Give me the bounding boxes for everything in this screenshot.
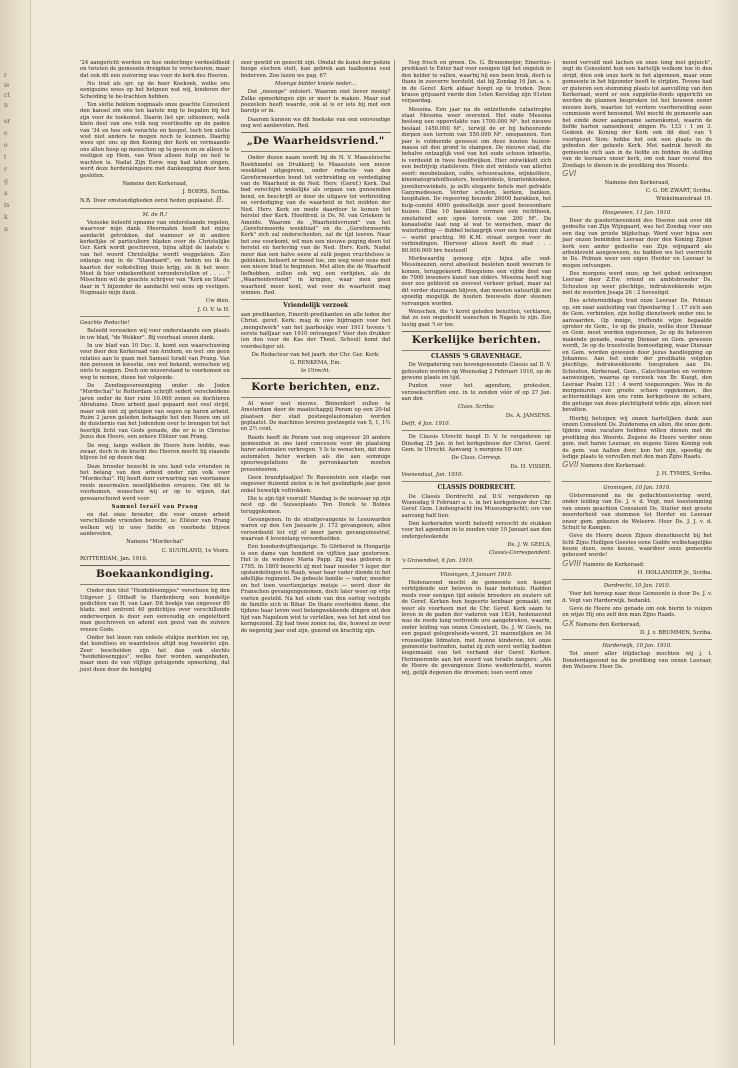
page-edge-shadow <box>712 0 738 1068</box>
dateline: Veenendaal, Jan. 1910. <box>401 471 464 478</box>
paragraph: Deze broeder bezocht in ons land vele vrienden in het belang van den arbeid onder zijn volk voor "Mordechai". Hij heeft door verwarring van voornamen reeds meermalen moeilijkheden ervaren. Om dit te voorkomen, wenschen wij er op te wijzen, dat gewaarschuwd werd voor: <box>80 463 230 502</box>
gutter-text-fragment: er <box>4 118 11 125</box>
signature-name: C. G. DE ZWART, Scriba. <box>645 188 713 195</box>
divider <box>402 568 552 569</box>
signature-name: J. H. TYMES, Scriba. <box>656 471 713 478</box>
paragraph: Daarom kunnen we dit boekske van een eenvoudige nog wel aanbevelen. Red. <box>240 116 391 130</box>
paragraph: Des morgens werd onze, op het gebed ontvangen Leeraar door Z.Ew. vriend en ambtsbroeder Ds. Schouten op weer plechtige, indrukwekkende wijze met de woorden Jesaja 26 : 2 bevestigd. <box>562 270 713 297</box>
divider <box>80 565 230 566</box>
signature-line: Uw dien. <box>205 298 230 305</box>
column-rule <box>554 60 559 1045</box>
dateline: 's Gravendeel, 6 Jan. 1910. <box>401 558 474 565</box>
divider <box>402 331 552 332</box>
signature-name: D. J. v. BRUMMEN, Scriba. <box>640 629 713 636</box>
paragraph: Geen brandplaatjes! Te Ravenstein een stadje van ongeveer duizend zielen is in het geslindigde jaar geen enkel huwelijk voltrokken. <box>240 474 391 494</box>
divider <box>241 397 391 398</box>
gutter-text-fragment: ts <box>4 202 10 209</box>
signature-block <box>562 462 712 469</box>
paragraph: Door de goedertierenheid des Heeren ook over dit gedeelte van Zijn Wijngaard, was het Zondag voor ons een dag van groote blijdschap. Werd voor bijna een jaar onzen beminden Leeraar door den Koning Zijner kerk een ander gedeelte van Zijn wijngaard als arbeidsveld aangewezen, nu hadden we het voorrecht in Ds. Polman weer een eigen Herder en Leeraar te mogen ontvangen. <box>562 217 713 269</box>
gutter-text-fragment: n <box>4 102 8 109</box>
paragraph: De Vergadering van bovengenoemde Classis zal D. V. gehouden worden op Woensdag 2 Februari 1910, op de gewone plaats en tijd. <box>401 362 552 382</box>
column-rule <box>394 60 399 1045</box>
location-dateline: Harderwijk, 10 Jan. 1910. <box>602 643 672 650</box>
location-dateline: Hoogeveen, 11 Jan. 1910. <box>602 209 672 216</box>
paragraph: Gevangenen. In de strafgevangenis te Leeuwarden waren op den 1en Januarie jl. 172 gevangenen, allen veroordeeld tot vijf of meer jaren gevangenisstraf, waarvan 4 levenslang veroordeelden. <box>240 516 391 543</box>
paragraph: Al weer wat nieuws. Binnenkort zullen te Amsterdam door de maatschappij Peram op een 20-tal plaatsen der stad postzegelautomaten worden geplaatst. De machines leveren postzegels van 5, 1, 1½ en 2½ cent. <box>240 400 391 433</box>
subheading: Vriendelijk verzoek <box>283 302 349 310</box>
paragraph: Vezoeke beleefd opname van onderstaande regelen, waarvoor mijn dank. Meermalen heeft het mijne aandacht getrokken, dat wanneer er in andere kerkelijke of particuliere bladen over de Christelijke Ger. Kerk wordt geschreven, bijna altijd de laatste v. van het woord Christelijke wordt weggelaten. Zoo onlangs nog in de "Standaard", en heden nu ik de kaarten der volkstelling thuis krijg, zie ik het weer. Moet ik hier onbekendheid veronderstellen of . . . . ? Misschien wil de geachte schrijver van "Kerk en Staat" daar in 't bijzonder de aandacht wel eens op vestigen. Nogmaals mijn dank. <box>80 219 230 297</box>
paragraph: Gisterenavond na de gedachtenisviering werd, onder leiding van Ds. J. v. d. Vegt, met toestemming van onzen geachten Consulent Ds. Sluiter met groote meerderheid van stemmen tot Herder en Leeraar onzer gem. gekozen de Weleerw. Heer Ds. J. J. v. d. Schuit te Kampen. <box>562 492 713 531</box>
paragraph: Die is zijn tijd vooruit! Mandag is de ooievaar op zijn nest op de Suissoplaats Ten Donck te Bolnes teruggekomen. <box>240 495 391 515</box>
paragraph: Onder dezen naam wordt bij de N. V. Maassluische Boekhandel en Drukkerij te Maassluis een nieuw weekblad uitgegeven, onder redactie van den Gereformeerden bond tot verbreiding en verdediging van de Waarheid in de Ned. Herv. (Geref.) Kerk. Dat bad verschijnt wekelijks als orgaan van genoemden bond, en beschrijft er door de uitgave tot verbreiding en verdediging van de waarheid in het midden der Ned. Herv. Kerk en mede daardoor te komen tot herstel dier Kerk. Hoofdred. is Ds. M. van Griekem te Ameide. Waarom de „Waarheidsvriend" van het „Gereformeerde weekblad" en de „Gereformeerde Kerk" zich zal onderscheiden, zal de tijd leeren. Naar het ons voorkomt, wil men een nieuwe poging doen tot herstel en herleving van de Ned. Herv. Kerk. Nadat meer dan een halve eeuw al zulk pogen vruchteloos is gebleken, behoort er moed toe, om weg weer eens met een nieuw blad te beginnen. Met allen die de Waarheid liefhebben, zullen ook wij een verlijden, als de „Waarheidsvriend" in kringen, waar men geen waarheid meer kent, wat voor de waarheid mag winnen. Red. <box>240 155 391 296</box>
divider <box>562 481 712 482</box>
section-heading-korte-berichten: Korte berichten, enz. <box>251 380 381 393</box>
dateline: ROTTERDAM, Jan. 1910. <box>80 555 148 562</box>
column-1 <box>78 60 232 1045</box>
divider <box>241 299 391 300</box>
salutation: M. de R.! <box>142 211 168 218</box>
paragraph: Messina. Een jaar na de ontzettende catastrophe staat Messina weer overeind. Het oude Messina besloeg een oppervlakte van 1700.000 M². het nieuwe beslaat 1450.000 M²., terwijl de er bij behoorende dorpen een terrein van 550.000 M². omspannen. Een jaar is voldoende geweest om deze houten huizen-massa uit den grond te stampen. De nieuwe stad, die behalve ontzaglijk veel van het oude schoon inboette, is verdeeld in twee hoofdwijken. Hier ontwikkelt zich een bedrijvig stadsleven. Men ziet winkels van allerlei soort: meubelzaken, cafés, schouwsalons, wijnkelders, kinematografentheaters, boekwinkels, krantenkiosken, juwelierswinkels, ja zelfs elegante hotels met gefrakte Ganymedessen. Verder scholen, kerken, banken, hospitalen. De regeering bouwde 26000 barakken, het hulp-comité 4000 gedeeltelijk zeer goed bewoonbare huizen. Elke 10 barakken vormen een rechthoek, omsluitend een open terrein van 200 M². De kanaalsatie laat nog al wat te wenschen, maar de waterleiding — dubbel belangrijk voor een houten stad — werkt prachtig. 90 K.M. straat zorgen voor de verbindingen. Hiervoor alleen heeft de stad . . . 80.000.000 lire besteed! <box>401 106 552 254</box>
divider <box>241 151 391 152</box>
gutter-text-fragment: ie <box>4 82 10 89</box>
paragraph: Nu trad als spr. op de heer Koekoek, welke ons eenigszins wees op het hetgeen wat wij, kinderen der Scheiding te be-trachten hebben. <box>80 81 230 100</box>
signature-name: Ds. A. JANSENS. <box>505 412 552 419</box>
signature-line: De Redacteur van het jaarb. der Chr. Ger. Kerk: <box>251 352 380 359</box>
signature-block <box>562 618 712 628</box>
location-heading: CLASSIS DORDRECHT. <box>437 484 516 492</box>
gutter-text-fragment: k <box>4 214 8 221</box>
paragraph: Tot onzer aller blijdschap mochten wij j. l. Donderdagavond na de prediking van onzen Leeraar, den Weleerw. Heer Ds. <box>562 651 713 671</box>
paragraph: en dat onze broeder, die voor onzen arbeid verschillende vrienden bezocht, is: Eliëzer van Prang welken wij in uwe liefde en voorbede blijven aanbevelen. <box>80 511 230 538</box>
divider <box>80 208 230 209</box>
divider <box>402 430 552 431</box>
paragraph: Een honderdvijftienjarige. Te Görbersd in Hongarije is een dame van honderd en vijftien jaar gestorven. Het is de weduwe Maria Papp. Zij was geboren in 1795. In 1809 bezocht zij met haar moeder 't leger der opstandelingen te Raab, waar haar vader diende in het adellijke regiment. De gebeele familie — vader, moeder en het toen veertienjarige meisje — werd door de Franschen gevangengenomen, doch later weer op vrije voeten gesteld. Na het einde van den oorlog vestigde de familie zich in Bihar. De thans overleden dame, die tijdens haar leven veel belangwekkende dingen uit den tijd van Napoleon wist te vertellen, was tot het eind toe kerngezond. Zij had twee zonen na, die, hoewel ze over de negentig jaar oud zijn, gezond en krachtig zijn. <box>240 544 391 634</box>
paragraph: Den kerkeraden wordt beleefd verzocht de stukken voor het agendum in te zenden vóór 19 Januari aan den ondergeteekende <box>401 520 552 540</box>
signature-place: te Utrecht. <box>300 368 331 375</box>
column-2 <box>239 60 393 1045</box>
paragraph: Beleefd verzoeken wij voor onderstaande een plaats in uw blad, "de Wekker". Bij voorbaat onzen dank. <box>80 328 230 341</box>
paragraph: Reeds heeft de Peram van nog ongeveer 20 andere gemeenten in ons land concessie voor de plaatsing harer automaten verkregen. 't Is te wenschen, dat deze automaten beter werken als die aan sommige spoorwegstations de perronkaarten moeten presenteeren. <box>240 434 391 473</box>
paragraph: Ten slotte beklom nogmaals onze geachte Consulent den kansel om ons ten laatste nog te bepalen bij het zijn voor de toekomst. Daarin liet spr. uitkomen, welk klein deel van ons volk nog voortleefde op de paden van '34 en hoe ook verachte en bespot, toch ten slotte wist niet anders te mogen noch te kunnen. Daarbij wees spr. ons op den Koning der Kerk en vermaande ons allen hoop op menschen op te geven en ze alleen te vestigen op Hem, van Wien alleen hulp en heil te wachten is. Nadat Zijn Eerw. nog had laten zingen, werd deze herdenkingsure met dankzegging door hem gesloten. <box>80 102 230 179</box>
divider <box>562 579 712 580</box>
signature-line: Namens den Kerkeraad: <box>580 463 646 470</box>
signature-block <box>562 168 712 178</box>
note <box>80 197 230 204</box>
signature-name: G. RENKEMA, Em. <box>290 360 342 367</box>
section-heading-boekaankondiging: Boekaankondiging. <box>96 568 214 581</box>
quoted-verse: Moenge bidder kniele neder… <box>274 81 357 88</box>
paragraph: Merkwaardig genoeg zijn bijna alle oud-Messineezen, eerst absoluut besloten nooit weerom te komen, teruggekeerd. Hoogstens een vijfde deel van de 7000 inwoners kunst van elders. Messina heeft nog zeer zoo geblocid en zooveel verkeer gehad, maar zal dit verder duurzaam blijven, dan moeten natuurlijk zoo spoedig mogelijk de houten bouwsels door steenen vervangen worden. <box>401 255 552 307</box>
paragraph: '24 aangericht werden en hoe onderlinge verdeeldheid en twisten de gemeente dreigden te verscheuren, maar dat ook dit een zuivering was voor de kerk des Heeren. <box>80 60 230 79</box>
signature-name: Ds. H. VISSER. <box>510 463 552 470</box>
divider <box>402 350 552 351</box>
handwritten-mark: GX <box>562 618 574 628</box>
gutter-text-fragment: r <box>4 72 7 79</box>
named-person: Samuel Israël van Prang <box>111 503 199 510</box>
signature-name: H. HOLLANDER Jr., Scriba. <box>637 569 713 576</box>
handwritten-mark: B. <box>216 195 225 205</box>
gutter-text-fragment: a <box>4 190 8 197</box>
column-rule <box>233 60 238 1045</box>
signature-block <box>562 558 712 568</box>
divider <box>80 316 230 317</box>
note-text: N.B. Door omstandigheden eerst heden geplaatst. <box>80 198 215 205</box>
signature-name: C. SUURLAND, 1e Voorz. <box>161 547 230 554</box>
dateline: Delft, 4 Jan. 1910. <box>401 420 451 427</box>
salutation: Geachte Redactie! <box>80 320 130 326</box>
paragraph: De weg, langs welken de Heere hem leidde, was zwaar, doch in de kracht des Heeren mocht hij staande blijven tot op dezen dag. <box>80 442 230 462</box>
paragraph: De Classis Dordrecht zal D.V. vergaderen op Woensdag 9 Februari a. s. in het kerkgebouw der Chr. Geref. Gem. Lindengracht (nu Museumgracht); ure van aanvang half tien. <box>401 493 552 519</box>
paragraph: Onder den titel "Heidebloempjes" verscheen bij den Uitgever J. Olthoff te Hardenberg een bundeltje gedichten van H. van Laar. Dit boekje van ongeveer 80 bladz. met omtrent 40 gedichtjes over verschillende onderwerpen is door een eenvoudig en ongeletterd man geschreven en ademt een geest van de zuivere vreeze Gods. <box>80 588 230 633</box>
divider <box>241 378 391 379</box>
signature-name: J. O. V. te H. <box>197 306 230 313</box>
paragraph: aan predikanten, Emeriti-predikanten en alle leden der Christ. geref. Kerk: mag ik uwe bijdragen voor het „mengelwerk" van het jaarboekje voor 1911 tevens 't eerste halfjaar van 1910 ontvangen? Voor den drukker (en den voor de Kas der Theol. School) komt dat voordeeliger uit. <box>240 311 391 350</box>
gutter-text-fragment: ct <box>4 92 10 99</box>
divider <box>562 206 712 207</box>
signature-name: J. BOERS, Scriba. <box>182 188 230 195</box>
signature-line: Namens "Mordechai" <box>126 539 184 546</box>
location-dateline: Vlissingen, 5 Januari 1910. <box>440 571 513 578</box>
section-heading-waarheidsvriend: „De Waarheidsvriend." <box>246 135 385 148</box>
paragraph: De Zendingsvereeniging onder de Joden "Mordechai" te Rotterdam schrijft sedert verscheidene jaren onder de hier ruim 10.000 zonen en dochteren Abrahams. Deze arbeid gaat gepaard met veel strijd, maar ook niet zij getuigen van segen op haren arbeid. Ruim 2 jaren geleden behaagde het den Heere om uit de duisternis van het Jodendom over te brengen tot het heerlijk licht van Gods genade, die er is in Christus Jezus den Heere, een zekere Eliëzer van Prang. <box>80 383 230 441</box>
gutter-text-fragment: o <box>4 142 8 149</box>
paragraph: In uw blad van 10 Dec. ll. komt een waarschuwing voor door den Kerkeraad van Arnhem, en wel: om geen relaties aan te gaan met Samuel Israël van Prang. Van den persoon in kwestie, ons wel bekend, wenschen wij niets te zeggen. Doch om misverstand te voorkomen en weg te nemen, diene het volgende. <box>80 342 230 381</box>
paragraph: Punten voor het agendum, protesten, verzoekschriften enz. in te zenden vóór of op 27 Jan. aan den <box>401 383 552 403</box>
address: Winkelmanstraat 19. <box>656 196 713 203</box>
paragraph: zeer gewild en gezocht zijn. Omdat de kunst der poëzie hooge eischen stelt, kan gebrek aan taalkennis veel bederven. Zoo lazen we pag. 67 <box>240 60 391 79</box>
paragraph: Geve de Heere dezen Zijnen dienstknecht bij het licht Zijns Heiligen Geestes eene Godde welbehagelijke keuze doen, eene keuze, waardoor onze gemeente gebouwd worde! <box>562 533 713 559</box>
paragraph: Voor het beroep naar deze Gemeente is door Ds. J. v. d. Vegt van Harderwijk, bedankt. <box>562 591 713 604</box>
column-4 <box>560 60 714 1045</box>
signature-line: Classis-Correspondent. <box>488 550 552 557</box>
signature-name: Ds. J. W. GEELS, <box>507 541 552 548</box>
signature-line: Class. Scriba: <box>457 404 495 411</box>
divider <box>241 132 391 133</box>
handwritten-mark: GVII <box>562 460 579 470</box>
paragraph: Wenschen, die 't koret geleden benutten, verklaren, dat ze een ongedeeld wanschen in Napels te zijn. Zoo lustig gaat 't er toe. <box>401 308 552 328</box>
divider <box>562 639 712 640</box>
paragraph: Geve de Heere ons genade om ook hierin te vulgen en wijze Hij ons zelf den man Zijns Raads. <box>562 606 713 619</box>
location-heading: CLASSIS 'S GRAVENHAGE. <box>430 353 522 361</box>
paragraph: Des achtermiddags trad onze Leeraar Ds. Polman op, om naar aanleiding van Openbaring 1 : 17 zich aan de Gem. verbinden, zijn heilig dienstwerk onder ons te aanvaarden. Op innige, treffende wijze bepaalde spreker de Gem., 1e op de plaats, welke door Dienaar en Gem. moet worden ingenomen, 2e op de behoeven makende genade, waarop Dienaar en Gem. geweson wordt, 3e op de troostvolle bemoediging, waar Dienaar en Gem. worden gewezen door Jezus handlegging op Johannes. Aan het einde der predikatie volgden plechtige, indrukwekkende toespraken aan Ds. Schouten, Kerkeraad, Gem., Catechisanten en verdere aanwezigen, waarna op verzoek van Br. Kuegt, den Leeraar Psalm 121 : 4 werd toegezongen. Was in de morgenuren een groote schare opgekomen, des achtermiddags kon ons ruim kerkgebouw de schare, die getuige van deze plechtigheid wilde zijn, alleen niet bevatten. <box>562 298 713 414</box>
gutter-text-fragment: t <box>4 154 7 161</box>
gutter-text-fragment: n <box>4 226 8 233</box>
paragraph: De Classis Utrecht hoopt D. V. te vergaderen op Dinsdag 25 Jan. in het kerkgebouw der Christ. Geref. Gem. te Utrecht. Aanvang 's morgens 10 uur. <box>401 434 552 454</box>
handwritten-mark: GVIII <box>562 558 581 568</box>
section-heading-kerkelijke-berichten: Kerkelijke berichten. <box>411 334 541 347</box>
gutter-text-fragment: r <box>4 166 7 173</box>
paragraph: Hedenavond mocht de gemeente een hoogst verblijdende uur beleven in haar bedehuis. Hadden reeds voor eenigen tijd enkele broeders en zusters uit de Geref. Kerken hun begeerte kenbaar gemaakt, om weer als voorheen met de Chr. Geref. Kerk saam te leven in de paden der vaderen van 1834, hedenavond was de reeds lang verbreide ure aangebroken, waarin, onder leiding van onzen Consulent, Ds. J. W. Geels, na een gepast gelegenheids-woord, 21 mannelijken en 34 vrouwelijke lidmaten, met hunne kinderen, tot onze gemeente toetraden, nadat zij zich eerst wettig hadden losgemaakt van het verband der Geref. Kerken. Herinnerende aan het woord van Israëls zangers: „Als de Heere de gevangenen Sions wederbracht, waren wij, gelijk degenen die droomen; toen werd onze <box>401 579 552 676</box>
signature-line: Namens den Kerkeraad, <box>122 180 188 187</box>
gutter-text-fragment: e <box>4 130 8 137</box>
location-dateline: Groningen, 10 Jan. 1910. <box>603 484 671 491</box>
paragraph: mond vervuld met lachen en onze tong met gejuich", zegt de Consulent hun een hartelijk welkom toe in den strijd, dien ook onze kerk in het algemeen, maar onze gemeente in het bijzonder heeft te strijden. Tevens had er gisteren een stemming plaats tot aanvulling van den Kerkeraad, werd er een suppletie-fonds opgericht en werden de plannen besproken tot het bouwen eener nieuwe kerk, waartoe tot verdere voorbereiding eene commissie werd benoemd. Wel mocht de gemeente aan het einde dezer aangename samenkomst, waarin de liefde harten samenbond, zingen Ps. 133 : 1 en 3. Gedenk de Koning der Kerk ook dit deel van 't voortgezet Sion; hebbe het ook een plaats in de gebeden der gebeele Kerk. Met nadruk bevolt de gemeente zich aan in de liefde en bidden de stelling van de leeraars onzer kerk, om ook haar vooral des Zondags te dienen in de prediking des Woords. <box>562 60 713 169</box>
divider <box>80 584 230 585</box>
binding-gutter <box>0 0 31 1068</box>
column-3 <box>400 60 554 1045</box>
signature-line: Namens den Kerkeraad, <box>575 621 641 628</box>
paragraph: Onder het lezen van enkele stukjes merkten we op, dat kunstloos en waardeloos altijd nog tweeërlei zijn. Zeer bescheiden zijn het dan ook slechts "heideblosempjes", welke hier worden aangeboden, maar men de van vlijtige getuigende opmerking, dat juist deze door de bonigbij <box>80 634 230 673</box>
signature-line: De Class. Corresp. <box>451 455 502 462</box>
signature-line: Namens den Kerkeraad, <box>604 179 670 186</box>
article-columns <box>78 60 714 1045</box>
divider <box>402 481 552 482</box>
paragraph: Dat „meenge" ontsiert. Waarom niet liever menig? Zulke opmerkingen zijn er meer te maken. Maar oud poezelein heeft waarde, ook al is er iets bij met een barstje er in. <box>240 89 391 115</box>
paragraph: Nog frisch en groen. Ds. G. Brunemeijer, Emeritus-predikant te Enter had voor eenigen tijd het ongeluk in den kelder te vallen, waarbij hij een been brak, doch is thans in zooverre hersteld, dat hij Zondag 16 Jan. a. s. in de Geref. Kerk aldaar hoopt op te treden. Deze krasse grijsaard vierde den 1sten Kerstdag zijn 91sten verjaardag. <box>401 60 552 105</box>
gutter-text-fragment: g <box>4 178 8 185</box>
location-dateline: Dordrecht, 10 Jan. 1910. <box>603 583 671 590</box>
paragraph: Hierbij betuigen wij onzen hartelijken dank aan onzen Consulent Ds. Zuiderema en allen, die onze gem. tijdens onze vacature hebben willen dienen met de prediking des Woords. Zegene de Heere verder onze gem. met haren Leeraar, en zegene Sions Koning ook de gem. van Aalten door, kon het zijn, spoedig de ledige plaats te vervullen met den man Zijns Raads. <box>562 415 713 460</box>
signature-line: Namens de Kerkeraad: <box>582 561 645 568</box>
handwritten-mark: GVI <box>562 168 577 178</box>
